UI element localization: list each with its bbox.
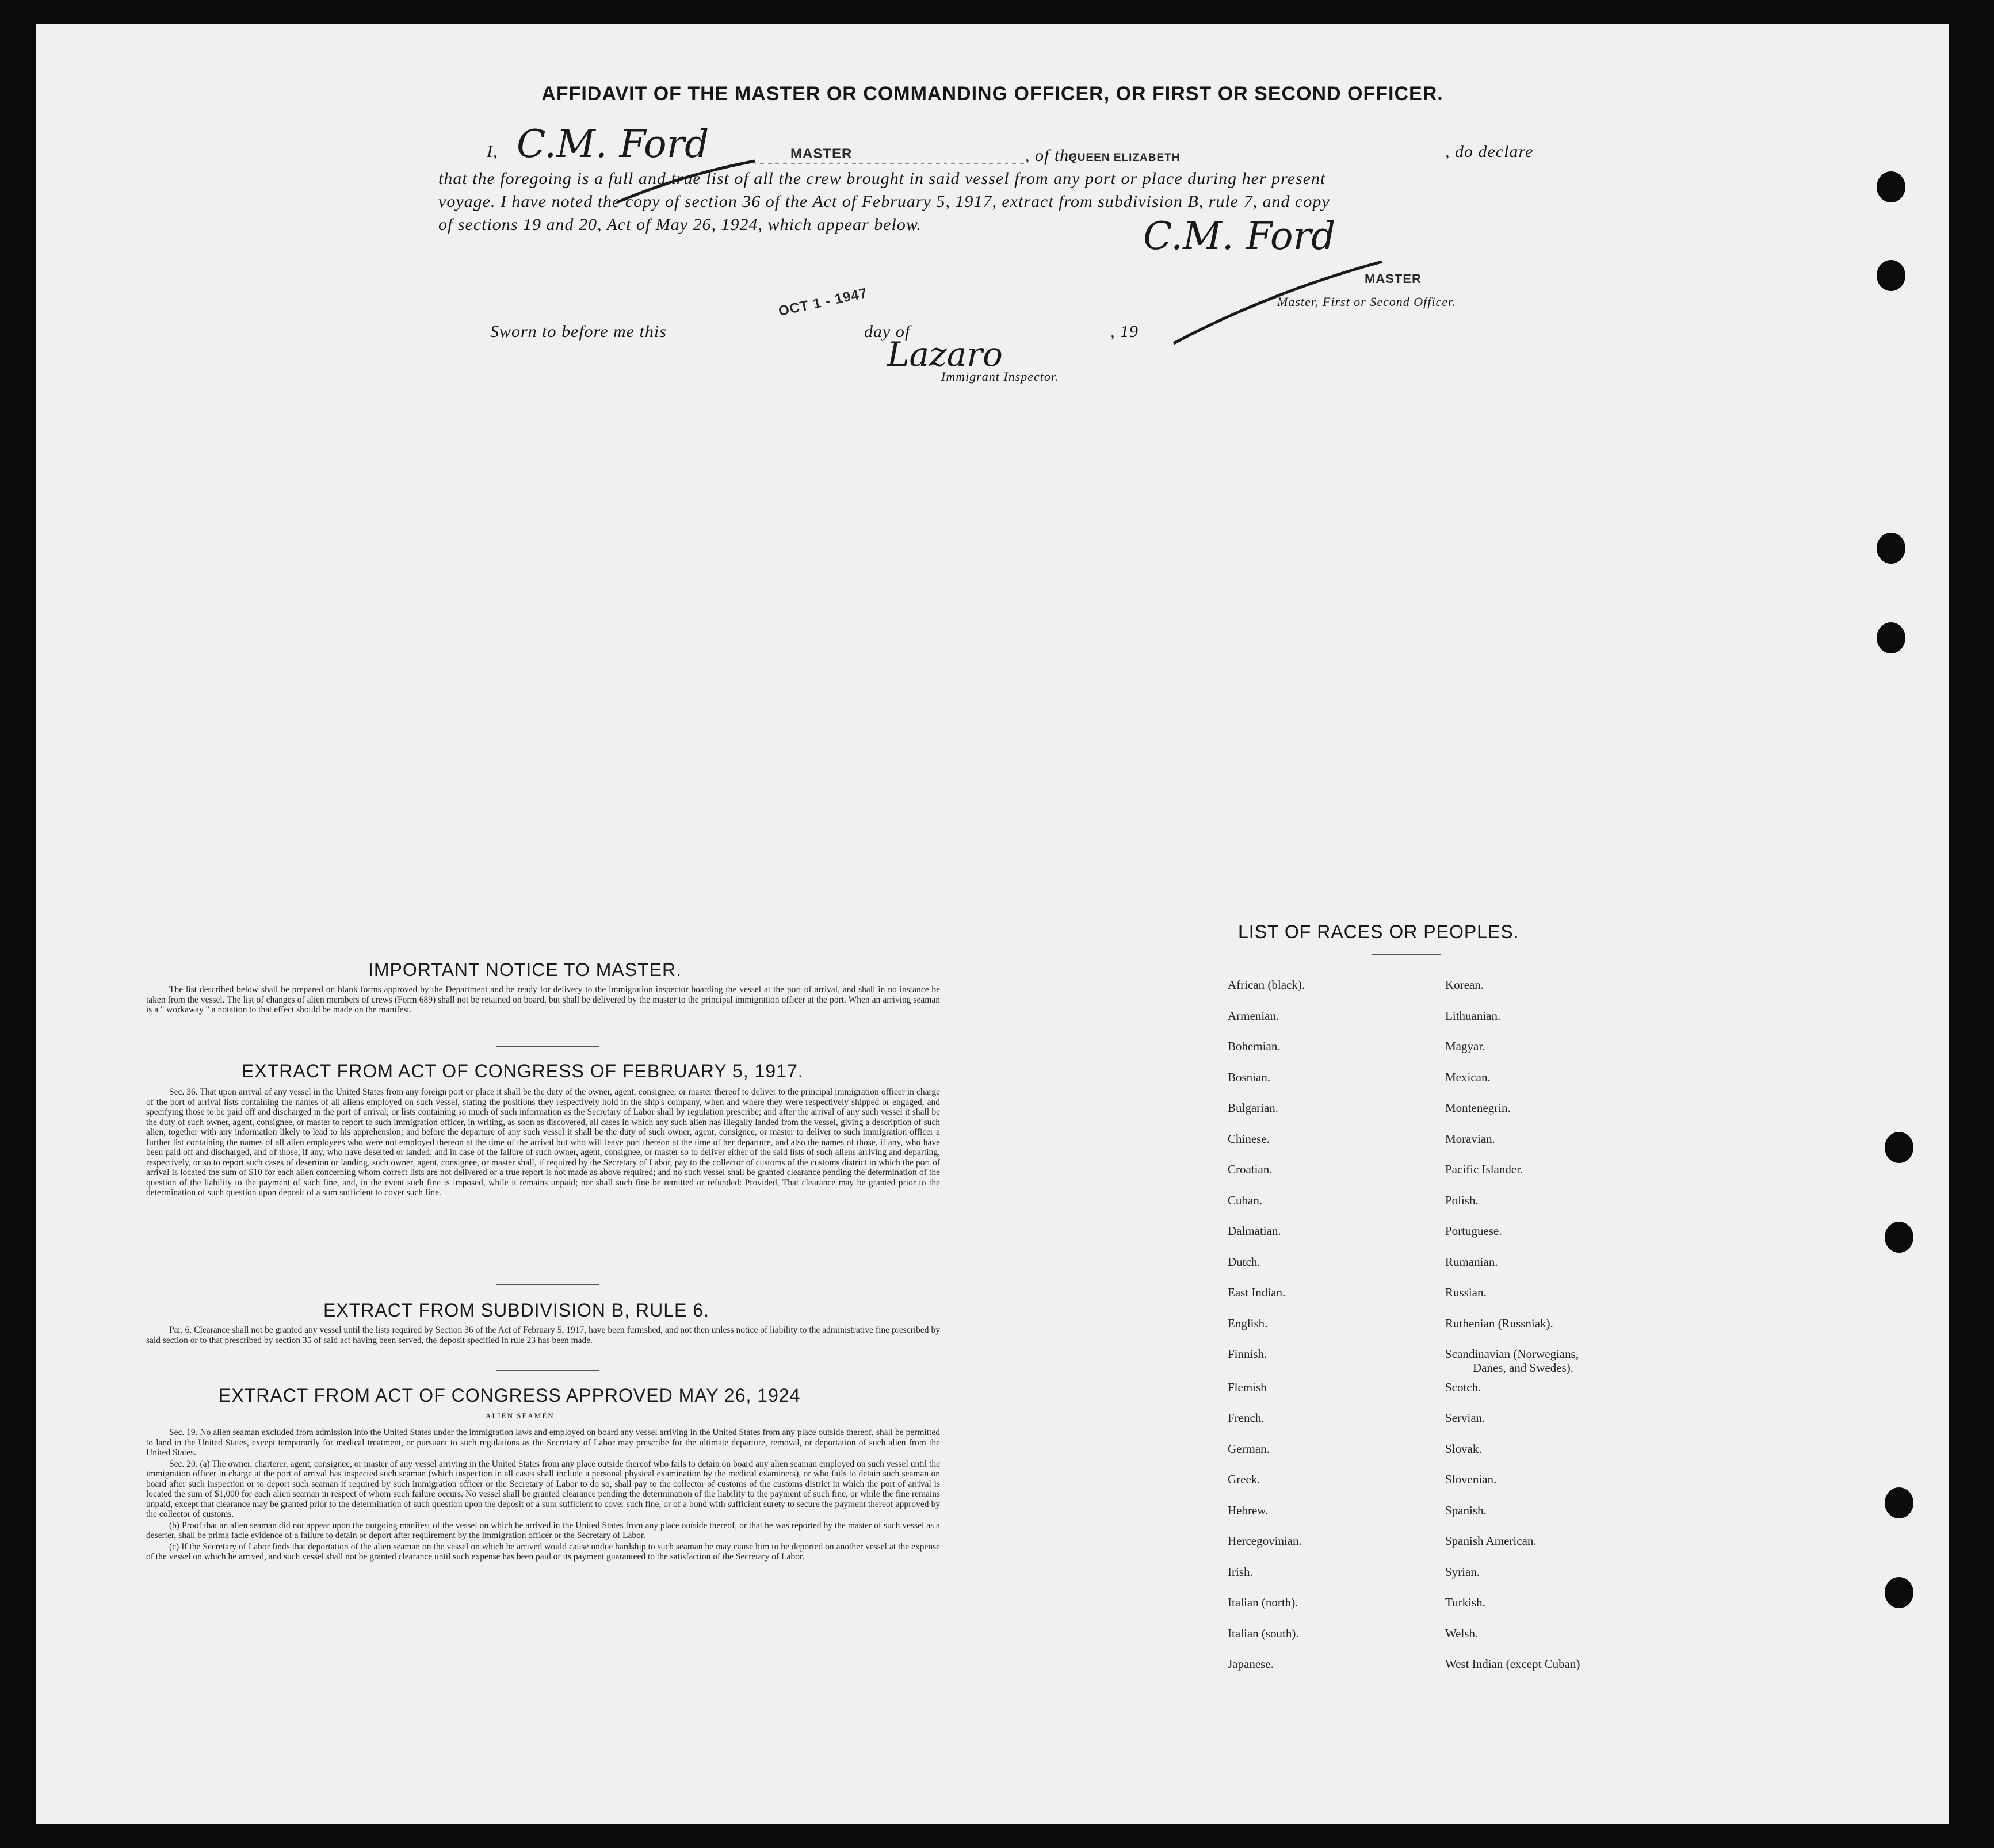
race-item: Mexican. [1445, 1070, 1491, 1084]
declaration-line-1: that the foregoing is a full and true list of all the crew brought in said vessel from any port or place during her present [438, 169, 1326, 188]
race-item: Ruthenian (Russniak). [1445, 1316, 1553, 1330]
notice-text [146, 985, 940, 1016]
race-item: Dalmatian. [1228, 1224, 1281, 1238]
of-the-label: , of the [1025, 146, 1078, 165]
race-item: Slovenian. [1445, 1472, 1497, 1486]
race-item: Montenegrin. [1445, 1101, 1511, 1115]
binder-hole [1877, 622, 1905, 653]
rank-line [755, 163, 1025, 164]
affidavit-title: AFFIDAVIT OF THE MASTER OR COMMANDING OFFICER, OR FIRST OR SECOND OFFICER. [541, 83, 1443, 105]
race-item: Scotch. [1445, 1380, 1481, 1394]
race-item: Russian. [1445, 1285, 1487, 1299]
race-item: Japanese. [1228, 1657, 1274, 1671]
race-item: Cuban. [1228, 1193, 1263, 1207]
races-title: LIST OF RACES OR PEOPLES. [1238, 921, 1519, 942]
section-divider [496, 1284, 599, 1285]
act-1924-heading: EXTRACT FROM ACT OF CONGRESS APPROVED MAY 26, 1924 [219, 1385, 801, 1406]
vessel-name-stamp: QUEEN ELIZABETH [1068, 152, 1181, 164]
race-item: Bohemian. [1228, 1039, 1281, 1053]
section-divider [496, 1046, 599, 1047]
i-label: I, [487, 142, 498, 161]
race-item: Spanish. [1445, 1503, 1487, 1517]
race-item: Magyar. [1445, 1039, 1485, 1053]
race-item: Italian (north). [1228, 1596, 1298, 1609]
rank-stamp: MASTER [790, 146, 853, 162]
binder-hole [1885, 1487, 1913, 1518]
act-1917-paragraph: Sec. 36. That upon arrival of any vessel in the United States from any foreign port or place it shall be the duty of the owner, agent, consignee, or master thereof to deliver to the principal immigration officer in charge of the port of arrival lists containing the names of all aliens employed on such vessel, stating the positions they respectively hold in the ship's company, when and where they were respectively shipped or engaged, and specifying those to be paid off and discharged in the port of arrival; or lists containing so much of such information as the Secretary of Labor shall by regulation prescribe; and after the arrival of any such vessel it shall be the duty of such owner, agent, consignee, or master to report to such immigration officer, in writing, as soon as discovered, all cases in which any such alien has illegally landed from the vessel, giving a description of such alien, together with any information likely to lead to his apprehension; and before the departure of any such vessel it shall be the duty of such owner, agent, consignee, or master to deliver to such immigration officer a further list containing the names of all alien employees who were not employed thereon at the time of the arrival but who will leave port thereon at the time of her departure, and also the names of those, if any, who have been paid off and discharged, and of those, if any, who have deserted or landed; and in case of the failure of such owner, agent, consignee, or master so to deliver either of the said lists of such aliens arriving and departing, respectively, or so to report such cases of desertion or landing, such owner, agent, consignee, or master shall, if required by the Secretary of Labor, pay to the collector of customs of the customs district in which the port of arrival is located the sum of $10 for each alien concerning whom correct lists are not delivered or a true report is not made as above required; and no such vessel shall be granted clearance pending the determination of the question of the liability to the payment of such fine, and, in the event such fine is imposed, while it remains unpaid; nor shall such fine be remitted or refunded: Provided, That clearance may be granted prior to the determination of such question upon deposit of a sum sufficient to cover such fine. [146, 1087, 940, 1197]
act-1917-heading: EXTRACT FROM ACT OF CONGRESS OF FEBRUARY 5, 1917. [242, 1061, 804, 1081]
race-item: Turkish. [1445, 1596, 1485, 1609]
race-item: Welsh. [1445, 1626, 1479, 1640]
race-item: English. [1228, 1316, 1268, 1330]
race-item: Bulgarian. [1228, 1101, 1279, 1115]
inspector-caption: Immigrant Inspector. [941, 369, 1059, 384]
act-1924-sec-19: Sec. 19. No alien seaman excluded from admission into the United States under the immigration laws and employed on board any vessel arriving in the United States from any place outside thereof, shall be permitted to land in the United States, except temporarily for medical treatment, or pursuant to such regulations as the Secretary of Labor may prescribe for the ultimate departure, removal, or deportation of such alien from the United States. [146, 1428, 940, 1457]
races-divider [1372, 954, 1441, 955]
race-item: African (black). [1228, 978, 1305, 992]
race-item: Pacific Islander. [1445, 1162, 1523, 1176]
binder-hole [1885, 1132, 1913, 1163]
race-item: Bosnian. [1228, 1070, 1271, 1084]
race-item: Portuguese. [1445, 1224, 1502, 1238]
declaration-line-3: of sections 19 and 20, Act of May 26, 1924, which appear below. [438, 215, 922, 234]
race-item: Flemish [1228, 1380, 1267, 1394]
race-item: East Indian. [1228, 1285, 1286, 1299]
race-item: Finnish. [1228, 1347, 1267, 1361]
master-stamp-second: MASTER [1365, 271, 1422, 286]
notice-paragraph: The list described below shall be prepared on blank forms approved by the Department and be ready for delivery to the immigration inspector boarding the vessel at the port of arrival, and shall in no instance be taken from the vessel. The list of changes of alien members of crews (Form 689) shall not be retained on board, but shall be delivered by the master to the principal immigration officer at the port. When an arriving seaman is a " workaway " a notation to that effect should be made on the manifest. [146, 985, 940, 1015]
race-item-continuation: Danes, and Swedes). [1473, 1361, 1573, 1375]
signature-flourish-1 [611, 156, 761, 208]
binder-hole [1885, 1222, 1913, 1253]
race-item: Syrian. [1445, 1564, 1480, 1579]
race-item: Chinese. [1228, 1131, 1270, 1146]
master-signature-second: C.M. Ford [1143, 214, 1336, 258]
do-declare-label: , do declare [1445, 142, 1534, 161]
binder-hole [1877, 533, 1905, 564]
date-stamp: OCT 1 - 1947 [777, 285, 869, 320]
race-item: Croatian. [1228, 1162, 1273, 1176]
race-item: Irish. [1228, 1564, 1253, 1579]
race-item: Dutch. [1228, 1254, 1260, 1269]
race-item: Hebrew. [1228, 1503, 1269, 1517]
race-item: Rumanian. [1445, 1254, 1498, 1269]
year-label: , 19 [1110, 322, 1139, 341]
day-of-label: day of [864, 322, 911, 341]
act-1924-sec-20b: (b) Proof that an alien seaman did not appear upon the outgoing manifest of the vessel on which he arrived in the United States from any place outside thereof, or that he was reported by the master of such vessel as a deserter, shall be prima facie evidence of a failure to detain or deport after requirement by the immigration officer or the Secretary of Labor. [146, 1520, 940, 1540]
notice-heading: IMPORTANT NOTICE TO MASTER. [368, 959, 682, 980]
race-item: Italian (south). [1228, 1626, 1299, 1640]
race-item: Spanish American. [1445, 1534, 1537, 1548]
section-divider [496, 1370, 599, 1371]
race-item: Slovak. [1445, 1441, 1482, 1456]
act-1924-text [146, 1428, 940, 1563]
race-item: Polish. [1445, 1193, 1479, 1207]
binder-hole [1885, 1577, 1913, 1608]
rule-6-heading: EXTRACT FROM SUBDIVISION B, RULE 6. [323, 1300, 709, 1321]
race-item: Scandinavian (Norwegians, [1445, 1347, 1579, 1361]
master-signature: C.M. Ford [517, 122, 709, 166]
act-1917-text [146, 1087, 940, 1199]
signer-caption: Master, First or Second Officer. [1277, 294, 1456, 309]
binder-hole [1877, 171, 1905, 202]
race-item: Armenian. [1228, 1008, 1279, 1023]
rule-6-text [146, 1325, 940, 1346]
document-page [36, 24, 1949, 1824]
race-item: Servian. [1445, 1411, 1485, 1425]
race-item: Hercegovinian. [1228, 1534, 1302, 1548]
race-item: Greek. [1228, 1472, 1260, 1486]
race-item: German. [1228, 1441, 1270, 1456]
race-item: Lithuanian. [1445, 1008, 1501, 1023]
race-item: French. [1228, 1411, 1265, 1425]
alien-seamen-subheading: ALIEN SEAMEN [486, 1411, 555, 1420]
sworn-label: Sworn to before me this [490, 322, 667, 341]
act-1924-sec-20a: Sec. 20. (a) The owner, charterer, agent, consignee, or master of any vessel arriving in the United States from any place outside thereof who fails to detain on board any alien seaman employed on such vessel until the immigration officer in charge at the port of arrival has inspected such seaman (which inspection in all cases shall include a personal physical examination by the medical examiners), or who fails to detain such seaman on board after such inspection or to deport such seaman if required by such immigration officer or the Secretary of Labor to do so, shall pay to the collector of customs of the customs district in which the port of arrival is located the sum of $1,000 for each alien seaman in respect of whom such failure occurs. No vessel shall be granted clearance pending the determination of the liability to the payment of such fine, or while the fine remains unpaid, except that clearance may be granted prior to the determination of such question upon the deposit of a sum sufficient to cover such fine, or of a bond with sufficient surety to secure the payment thereof approved by the collector of customs. [146, 1459, 940, 1519]
declaration-line-2: voyage. I have noted the copy of section 36 of the Act of February 5, 1917, extract from subdivision B, rule 7, and copy [438, 192, 1330, 211]
act-1924-sec-20c: (c) If the Secretary of Labor finds that deportation of the alien seaman on the vessel on which he arrived would cause undue hardship to such seaman he may cause him to be deported on another vessel at the expense of the vessel on which he arrived, and such vessel shall not be granted clearance until such expense has been paid or its payment guaranteed to the satisfaction of the Secretary of Labor. [146, 1541, 940, 1562]
race-item: Moravian. [1445, 1131, 1495, 1146]
inspector-signature: Lazaro [887, 335, 1003, 374]
race-item: West Indian (except Cuban) [1445, 1657, 1580, 1671]
rule-6-paragraph: Par. 6. Clearance shall not be granted any vessel until the lists required by Section 36 of the Act of February 5, 1917, have been furnished, and not then unless notice of liability to the administrative fine prescribed by said section or to that prescribed by section 35 of said act having been served, the deposit specified in rule 23 has been made. [146, 1325, 940, 1345]
race-item: Korean. [1445, 978, 1484, 992]
binder-hole [1877, 260, 1905, 291]
